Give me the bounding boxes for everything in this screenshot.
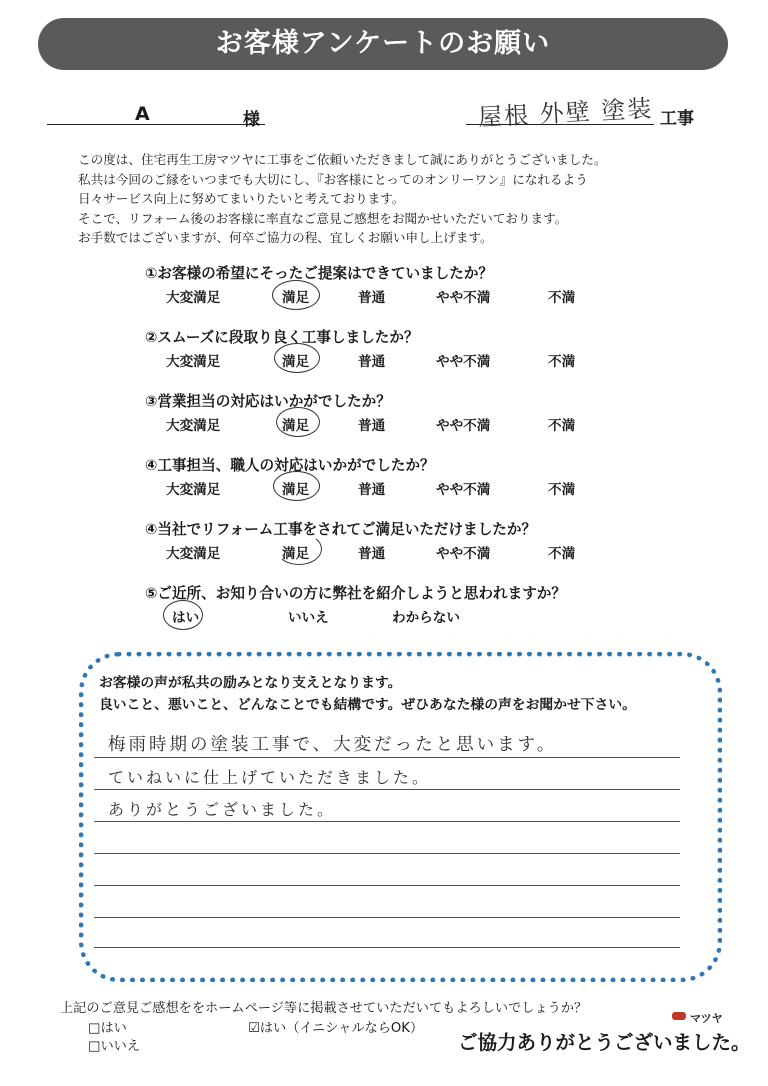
option-very-satisfied[interactable]: 大変満足: [166, 354, 221, 370]
option-dissatisfied[interactable]: 不満: [548, 290, 576, 306]
handwritten-comment-line: ありがとうございました。: [108, 800, 337, 819]
option-somewhat-dissatisfied[interactable]: やや不満: [436, 418, 491, 434]
work-type-handwritten: 屋根 外壁 塗装: [477, 94, 655, 132]
writing-line: [94, 917, 680, 918]
question-5: ④当社でリフォーム工事をされてご満足いただけましたか？: [145, 521, 537, 538]
question-2: ②スムーズに段取り良く工事しましたか？: [145, 329, 419, 346]
option-dissatisfied[interactable]: 不満: [548, 482, 576, 498]
option-label: いいえ: [100, 1039, 141, 1054]
option-label: はい: [100, 1021, 127, 1036]
selected-answer-circle: [274, 343, 320, 373]
option-dissatisfied[interactable]: 不満: [548, 546, 576, 562]
handwritten-comment-line: ていねいに仕上げていただきました。: [108, 768, 432, 787]
option-somewhat-dissatisfied[interactable]: やや不満: [436, 290, 491, 306]
option-very-satisfied[interactable]: 大変満足: [166, 482, 221, 498]
option-satisfied[interactable]: 満足: [282, 418, 310, 434]
voice-subheading: 良いこと、悪いこと、どんなことでも結構です。ぜひあなた様の声をお聞かせ下さい。: [99, 697, 636, 713]
intro-paragraph: [78, 150, 607, 248]
handwritten-comment-line: 梅雨時期の塗装工事で、大変だったと思います。: [108, 735, 558, 755]
option-satisfied[interactable]: 満足: [282, 290, 310, 306]
intro-line: お手数ではございますが、何卒ご協力の程、宜しくお願い申し上げます。: [78, 230, 493, 245]
option-satisfied[interactable]: 満足: [282, 354, 310, 370]
selected-answer-circle: [163, 600, 203, 630]
option-neutral[interactable]: 普通: [358, 290, 386, 306]
company-logo-text: マツヤ: [690, 1012, 723, 1025]
customer-name: A: [135, 103, 150, 125]
option-neutral[interactable]: 普通: [358, 418, 386, 434]
option-unsure[interactable]: わからない: [392, 610, 460, 626]
intro-line: この度は、住宅再生工房マツヤに工事をご依頼いただきまして誠にありがとうございました。: [78, 152, 607, 167]
writing-line: [94, 757, 680, 758]
writing-line: [94, 789, 680, 790]
intro-line: そこで、リフォーム後のお客様に率直なご意見ご感想をお聞かせいただいております。: [78, 210, 568, 226]
question-4: ④工事担当、職人の対応はいかがでしたか？: [145, 457, 435, 474]
company-logo-icon: [672, 1012, 686, 1020]
selected-answer-circle: [272, 280, 320, 310]
option-neutral[interactable]: 普通: [358, 354, 386, 370]
option-somewhat-dissatisfied[interactable]: やや不満: [436, 354, 491, 370]
writing-line: [94, 821, 680, 822]
option-no[interactable]: いいえ: [288, 610, 329, 626]
question-1: ①お客様の希望にそったご提案はできていましたか？: [145, 265, 494, 282]
option-very-satisfied[interactable]: 大変満足: [166, 418, 221, 434]
question-6: ⑤ご近所、お知り合いの方に弊社を紹介しようと思われますか？: [145, 585, 566, 602]
checkbox-icon[interactable]: □: [88, 1021, 101, 1036]
option-neutral[interactable]: 普通: [358, 546, 386, 562]
publish-option-no[interactable]: [88, 1035, 140, 1054]
option-neutral[interactable]: 普通: [358, 482, 386, 498]
option-satisfied[interactable]: 満足: [282, 546, 310, 562]
option-satisfied[interactable]: 満足: [282, 482, 310, 498]
option-very-satisfied[interactable]: 大変満足: [166, 546, 221, 562]
honorific: 様: [243, 110, 260, 130]
publish-option-yes[interactable]: [88, 1017, 127, 1036]
option-very-satisfied[interactable]: 大変満足: [166, 290, 221, 306]
page-title: お客様アンケートのお願い: [215, 28, 551, 59]
thank-you-message: ご協力ありがとうございました。: [458, 1031, 751, 1054]
voice-heading: お客様の声が私共の励みとなり支えとなります。: [99, 675, 402, 691]
checkbox-icon[interactable]: □: [88, 1039, 101, 1054]
publish-permission-question: 上記のご意見ご感想ををホームページ等に掲載させていただいてもよろしいでしょうか？: [60, 1001, 588, 1016]
writing-line: [94, 885, 680, 886]
intro-line: 日々サービス向上に努めてまいりたいと考えております。: [78, 191, 405, 206]
option-yes[interactable]: はい: [172, 610, 200, 626]
selected-answer-circle: [276, 407, 320, 437]
selected-answer-circle: [276, 533, 322, 565]
work-type-suffix: 工事: [660, 109, 694, 129]
option-dissatisfied[interactable]: 不満: [548, 418, 576, 434]
question-3: ③営業担当の対応はいかがでしたか？: [145, 393, 391, 410]
intro-line: 私共は今回のご縁をいつまでも大切にし、『お客様にとってのオンリーワン』になれるよう: [78, 171, 588, 187]
option-somewhat-dissatisfied[interactable]: やや不満: [436, 546, 491, 562]
writing-line: [94, 947, 680, 948]
option-somewhat-dissatisfied[interactable]: やや不満: [436, 482, 491, 498]
page-title-banner: [38, 18, 728, 70]
customer-name-underline: [47, 124, 265, 125]
checked-checkbox-icon[interactable]: ☑: [248, 1021, 260, 1036]
writing-line: [94, 853, 680, 854]
option-dissatisfied[interactable]: 不満: [548, 354, 576, 370]
option-label: はい（イニシャルならOK）: [259, 1021, 424, 1036]
publish-option-yes-initials[interactable]: [248, 1017, 423, 1036]
selected-answer-circle: [273, 471, 320, 501]
